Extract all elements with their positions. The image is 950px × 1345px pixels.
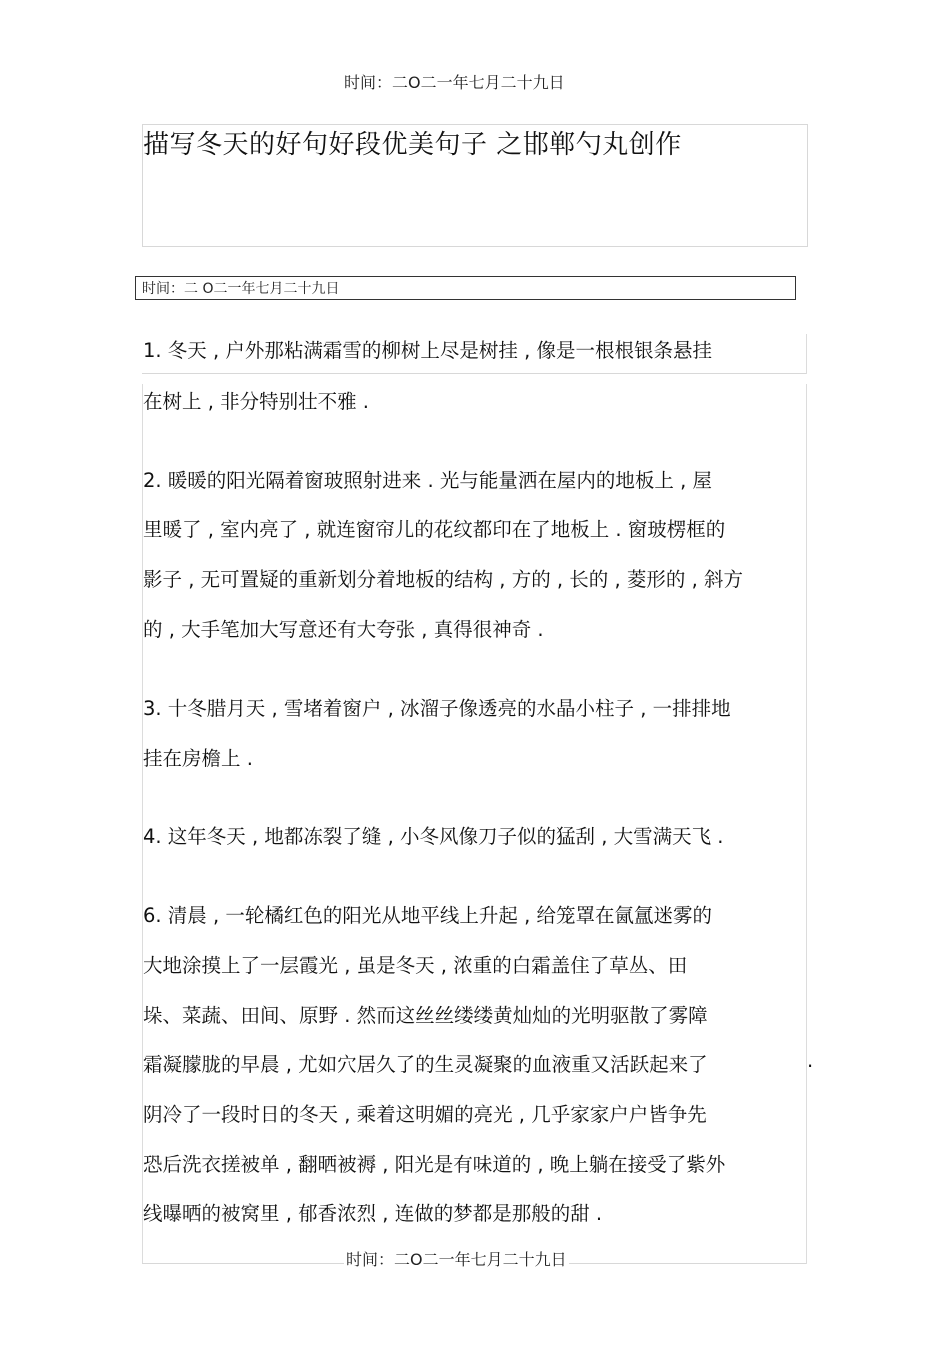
page-title: 描写冬天的好句好段优美句子 之邯郸勺丸创作	[143, 130, 682, 160]
text-line: 3. 十冬腊月天 , 雪堵着窗户 , 冰溜子像透亮的水晶小柱子 , 一排排地	[143, 697, 731, 720]
text-line: 1. 冬天 , 户外那粘满霜雪的柳树上尽是树挂 , 像是一根根银条悬挂	[143, 339, 712, 362]
stray-period: .	[807, 1049, 814, 1072]
text-line: 影子 , 无可置疑的重新划分着地板的结构 , 方的 , 长的 , 菱形的 , 斜方	[143, 568, 743, 591]
text-line: 在树上 , 非分特别壮不雅 .	[143, 390, 369, 413]
date-box	[135, 276, 796, 300]
text-line: 大地涂摸上了一层霞光 , 虽是冬天 , 浓重的白霜盖住了草丛、田	[143, 954, 688, 977]
text-line: 线曝晒的被窝里 , 郁香浓烈 , 连做的梦都是那般的甜 .	[143, 1202, 603, 1225]
frame-line	[806, 384, 807, 1264]
frame-line	[142, 373, 806, 374]
header-date: 时间：二O二一年七月二十九日	[344, 73, 565, 92]
frame-line	[806, 334, 807, 374]
text-line: 恐后洗衣搓被单 , 翻晒被褥 , 阳光是有味道的 , 晚上躺在接受了紫外	[143, 1153, 726, 1176]
text-line: 6. 清晨 , 一轮橘红色的阳光从地平线上升起 , 给笼罩在氤氲迷雾的	[143, 904, 712, 927]
date-box-text: 时间：二 O二一年七月二十九日	[142, 281, 340, 297]
text-line: 的 , 大手笔加大写意还有大夸张 , 真得很神奇 .	[143, 618, 544, 641]
text-line: 里暖了 , 室内亮了 , 就连窗帘儿的花纹都印在了地板上 . 窗玻楞框的	[143, 518, 726, 541]
text-line: 霜凝朦胧的早晨 , 尤如穴居久了的生灵凝聚的血液重又活跃起来了	[143, 1053, 708, 1076]
text-line: 阴冷了一段时日的冬天 , 乘着这明媚的亮光 , 几乎家家户户皆争先	[143, 1103, 707, 1126]
text-line: 4. 这年冬天 , 地都冻裂了缝 , 小冬风像刀子似的猛刮 , 大雪满天飞 .	[143, 825, 724, 848]
text-line: 2. 暖暖的阳光隔着窗玻照射进来 . 光与能量洒在屋内的地板上 , 屋	[143, 469, 712, 492]
text-line: 垛、菜蔬、田间、原野 . 然而这丝丝缕缕黄灿灿的光明驱散了雾障	[143, 1004, 708, 1027]
text-line: 挂在房檐上 .	[143, 747, 253, 770]
footer-date: 时间：二O二一年七月二十九日	[344, 1247, 569, 1270]
